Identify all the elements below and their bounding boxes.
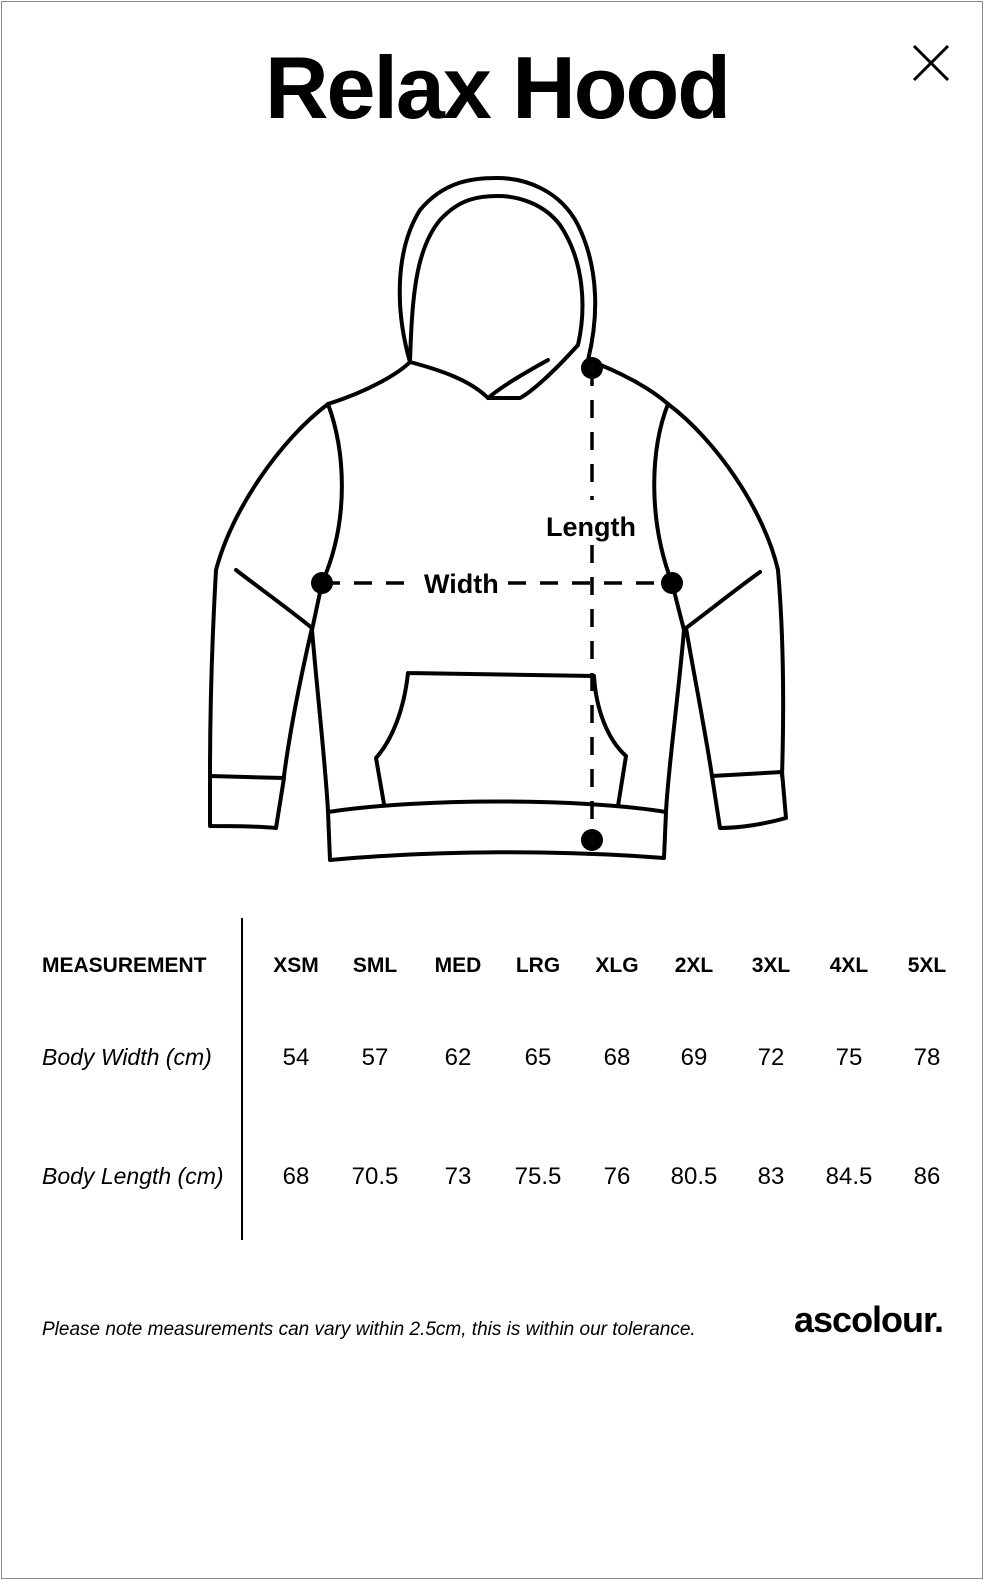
body-left — [312, 583, 328, 812]
width-marker-right — [661, 572, 683, 594]
table-cell: 83 — [757, 1163, 785, 1190]
table-cell: 72 — [757, 1044, 785, 1071]
table-cell: 65 — [524, 1044, 552, 1071]
size-header-sml: SML — [352, 954, 398, 977]
measurement-header: MEASUREMENT — [42, 954, 207, 977]
table-cell: 78 — [913, 1044, 941, 1071]
table-cell: 73 — [444, 1163, 472, 1190]
size-header-xlg: XLG — [595, 954, 639, 977]
table-cell: 76 — [603, 1163, 631, 1190]
sleeve-right-outer — [668, 404, 783, 776]
size-header-3xl: 3XL — [751, 954, 791, 977]
table-cell: 75.5 — [514, 1163, 562, 1190]
table-divider — [241, 918, 243, 1240]
table-cell: 70.5 — [351, 1163, 399, 1190]
hood-outline — [328, 178, 668, 404]
body-right — [666, 583, 684, 812]
size-header-4xl: 4XL — [829, 954, 869, 977]
hem-band — [328, 802, 666, 861]
sleeve-left-outer — [210, 404, 328, 776]
width-label: Width — [424, 569, 499, 599]
size-header-lrg: LRG — [515, 954, 561, 977]
table-cell: 62 — [444, 1044, 472, 1071]
table-cell: 54 — [282, 1044, 310, 1071]
size-header-med: MED — [434, 954, 482, 977]
length-marker-bottom — [581, 829, 603, 851]
sleeve-left-inner — [284, 628, 312, 776]
kangaroo-pocket — [376, 673, 626, 806]
width-marker-left — [311, 572, 333, 594]
cuff-left — [210, 776, 284, 828]
table-cell: 75 — [835, 1044, 863, 1071]
size-header-5xl: 5XL — [907, 954, 947, 977]
hood-inner — [410, 196, 582, 398]
cuff-right — [712, 772, 786, 828]
page-title: Relax Hood — [264, 38, 730, 137]
tolerance-note: Please note measurements can vary within 2.5cm, this is within our tolerance. — [42, 1319, 696, 1340]
table-cell: 68 — [282, 1163, 310, 1190]
table-cell: 84.5 — [825, 1163, 873, 1190]
table-cell: 68 — [603, 1044, 631, 1071]
length-label: Length — [546, 512, 636, 542]
sleeve-right-inner — [686, 628, 712, 776]
table-cell: 86 — [913, 1163, 941, 1190]
table-cell: 80.5 — [670, 1163, 718, 1190]
row-label-body-length: Body Length (cm) — [42, 1163, 224, 1189]
row-label-body-width: Body Width (cm) — [42, 1044, 212, 1070]
size-header-2xl: 2XL — [674, 954, 714, 977]
length-marker-top — [581, 357, 603, 379]
size-header-xsm: XSM — [273, 954, 319, 977]
brand-logo: ascolour. — [794, 1299, 944, 1340]
table-cell: 69 — [680, 1044, 708, 1071]
table-cell: 57 — [361, 1044, 389, 1071]
